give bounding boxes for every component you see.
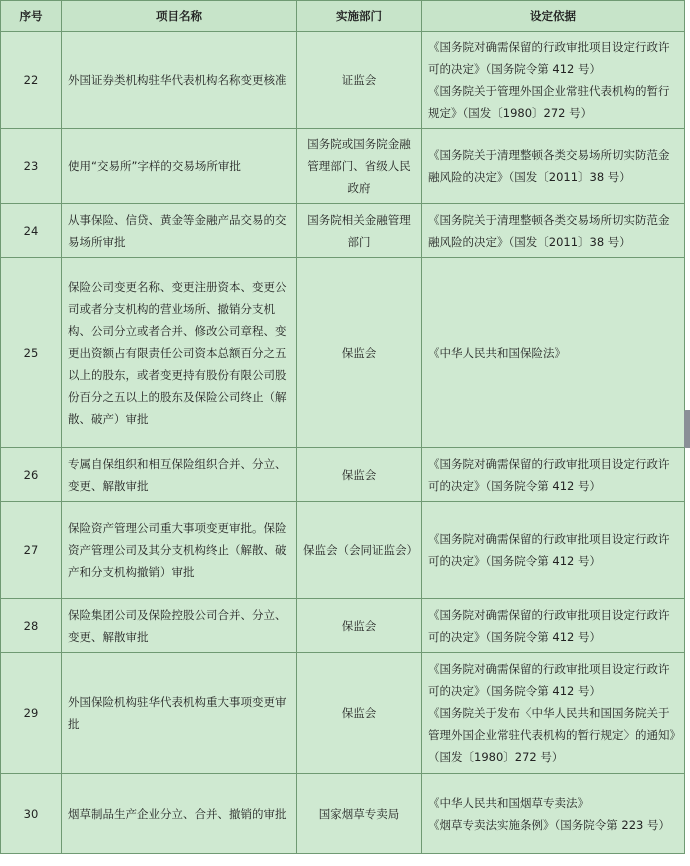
department: 保监会（会同证监会） xyxy=(297,502,422,599)
basis-line: 《国务院对确需保留的行政审批项目设定行政许可的决定》（国务院令第 412 号） xyxy=(428,607,670,644)
side-scroll-tab[interactable] xyxy=(684,410,690,448)
table-row xyxy=(1,502,685,599)
table-header-row xyxy=(1,1,685,32)
basis-line: 《国务院对确需保留的行政审批项目设定行政许可的决定》（国务院令第 412 号） xyxy=(428,662,670,698)
item-name: 保险公司变更名称、变更注册资本、变更公司或者分支机构的营业场所、撤销分支机构、公司分立或者合并、修改公司章程、变更出资额占有限责任公司资本总额百分之五以上的股东，或者变更持有股份有限公司股份百分之五以上的股东及保险公司终止（解散、破产）审批 xyxy=(62,258,297,448)
table-row xyxy=(1,129,685,204)
row-number: 22 xyxy=(1,32,62,129)
item-name: 从事保险、信贷、黄金等金融产品交易的交易场所审批 xyxy=(62,204,297,258)
table-row xyxy=(1,204,685,258)
item-name: 外国证券类机构驻华代表机构名称变更核准 xyxy=(62,32,297,129)
table-row xyxy=(1,774,685,854)
legal-basis xyxy=(422,653,685,774)
header-name: 项目名称 xyxy=(62,1,297,32)
row-number: 29 xyxy=(1,653,62,774)
table-row xyxy=(1,448,685,502)
row-number: 28 xyxy=(1,599,62,653)
table-row xyxy=(1,32,685,129)
item-name: 保险集团公司及保险控股公司合并、分立、变更、解散审批 xyxy=(62,599,297,653)
department: 国务院或国务院金融管理部门、省级人民政府 xyxy=(297,129,422,204)
basis-line: 《中华人民共和国烟草专卖法》 xyxy=(428,795,589,810)
department: 保监会 xyxy=(297,599,422,653)
basis-line: 《烟草专卖法实施条例》（国务院令第 223 号） xyxy=(428,817,671,832)
row-number: 23 xyxy=(1,129,62,204)
row-number: 25 xyxy=(1,258,62,448)
row-number: 26 xyxy=(1,448,62,502)
department: 保监会 xyxy=(297,448,422,502)
row-number: 30 xyxy=(1,774,62,854)
department: 证监会 xyxy=(297,32,422,129)
item-name: 专属自保组织和相互保险组织合并、分立、变更、解散审批 xyxy=(62,448,297,502)
item-name: 烟草制品生产企业分立、合并、撤销的审批 xyxy=(62,774,297,854)
department: 国务院相关金融管理部门 xyxy=(297,204,422,258)
item-name: 外国保险机构驻华代表机构重大事项变更审批 xyxy=(62,653,297,774)
legal-basis xyxy=(422,599,685,653)
basis-line: 《国务院对确需保留的行政审批项目设定行政许可的决定》（国务院令第 412 号） xyxy=(428,456,670,493)
department: 保监会 xyxy=(297,653,422,774)
legal-basis xyxy=(422,32,685,129)
basis-line: 《国务院对确需保留的行政审批项目设定行政许可的决定》（国务院令第 412 号） xyxy=(428,532,670,568)
header-no: 序号 xyxy=(1,1,62,32)
row-number: 27 xyxy=(1,502,62,599)
basis-line: 《中华人民共和国保险法》 xyxy=(428,345,566,360)
basis-line: 《国务院关于管理外国企业常驻代表机构的暂行规定》（国发〔1980〕272 号） xyxy=(428,84,670,120)
table-row xyxy=(1,653,685,774)
header-dept: 实施部门 xyxy=(297,1,422,32)
basis-line: 《国务院关于发布〈中华人民共和国国务院关于管理外国企业常驻代表机构的暂行规定〉的通知》（国发〔1980〕272 号） xyxy=(428,706,676,764)
legal-basis xyxy=(422,204,685,258)
legal-basis xyxy=(422,448,685,502)
basis-line: 《国务院关于清理整顿各类交易场所切实防范金融风险的决定》（国发〔2011〕38 号） xyxy=(428,212,670,249)
legal-basis xyxy=(422,774,685,854)
item-name: 使用“交易所”字样的交易场所审批 xyxy=(62,129,297,204)
department: 保监会 xyxy=(297,258,422,448)
item-name: 保险资产管理公司重大事项变更审批。保险资产管理公司及其分支机构终止（解散、破产和分支机构撤销）审批 xyxy=(62,502,297,599)
legal-basis xyxy=(422,258,685,448)
department: 国家烟草专卖局 xyxy=(297,774,422,854)
basis-line: 《国务院对确需保留的行政审批项目设定行政许可的决定》（国务院令第 412 号） xyxy=(428,40,670,76)
basis-line: 《国务院关于清理整顿各类交易场所切实防范金融风险的决定》（国发〔2011〕38 号） xyxy=(428,148,670,184)
legal-basis xyxy=(422,129,685,204)
table-row xyxy=(1,599,685,653)
table-row xyxy=(1,258,685,448)
legal-basis xyxy=(422,502,685,599)
header-basis: 设定依据 xyxy=(422,1,685,32)
row-number: 24 xyxy=(1,204,62,258)
